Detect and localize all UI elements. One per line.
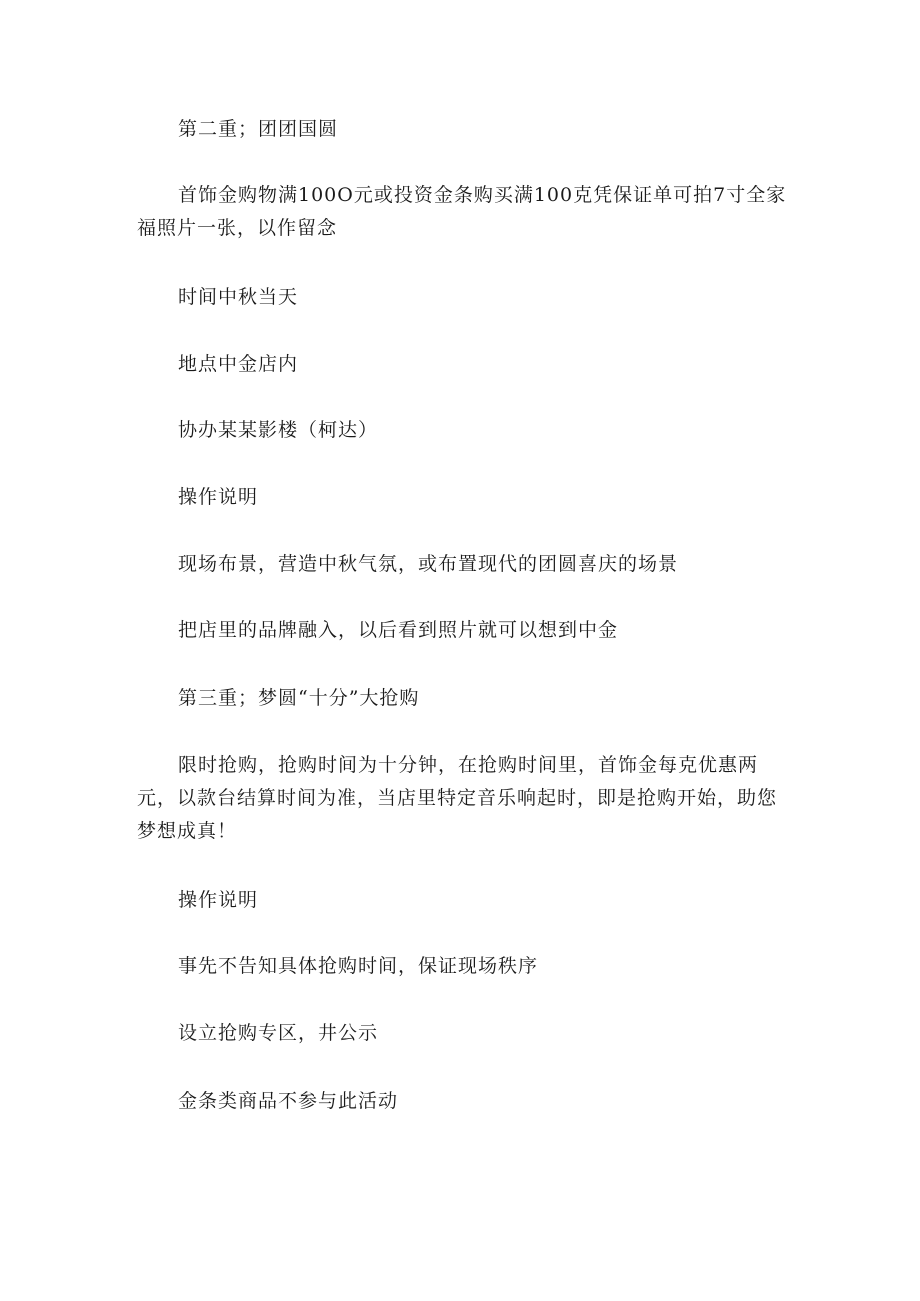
section-heading-third: 第三重；梦圆“十分”大抢购 bbox=[178, 687, 420, 709]
paragraph-photo-offer: 首饰金购物满100O元或投资金条购买满100克凭保证单可拍7寸全家福照片一张，以作留念 bbox=[137, 184, 787, 239]
paragraph-scene-setup: 现场布景，营造中秋气氛，或布置现代的团圆喜庆的场景 bbox=[178, 553, 679, 575]
paragraph-no-advance-notice: 事先不告知具体抢购时间，保证现场秩序 bbox=[178, 955, 539, 977]
paragraph-instructions-heading-2: 操作说明 bbox=[178, 889, 259, 911]
paragraph-brand-integration: 把店里的品牌融入，以后看到照片就可以想到中金 bbox=[178, 619, 619, 641]
paragraph-exclusions: 金条类商品不参与此活动 bbox=[178, 1090, 399, 1112]
paragraph-sale-zone: 设立抢购专区，井公示 bbox=[178, 1022, 379, 1044]
paragraph-co-organizer: 协办某某影楼（柯达） bbox=[178, 419, 379, 441]
paragraph-time: 时间中秋当天 bbox=[178, 286, 299, 308]
paragraph-location: 地点中金店内 bbox=[178, 353, 299, 375]
paragraph-instructions-heading: 操作说明 bbox=[178, 486, 259, 508]
section-heading-second: 第二重；团团国圆 bbox=[178, 118, 339, 140]
paragraph-flash-sale: 限时抢购，抢购时间为十分钟，在抢购时间里，首饰金每克优惠两元，以款台结算时间为准，当店里特定音乐响起时，即是抢购开始，助您梦想成真！ bbox=[137, 754, 778, 842]
